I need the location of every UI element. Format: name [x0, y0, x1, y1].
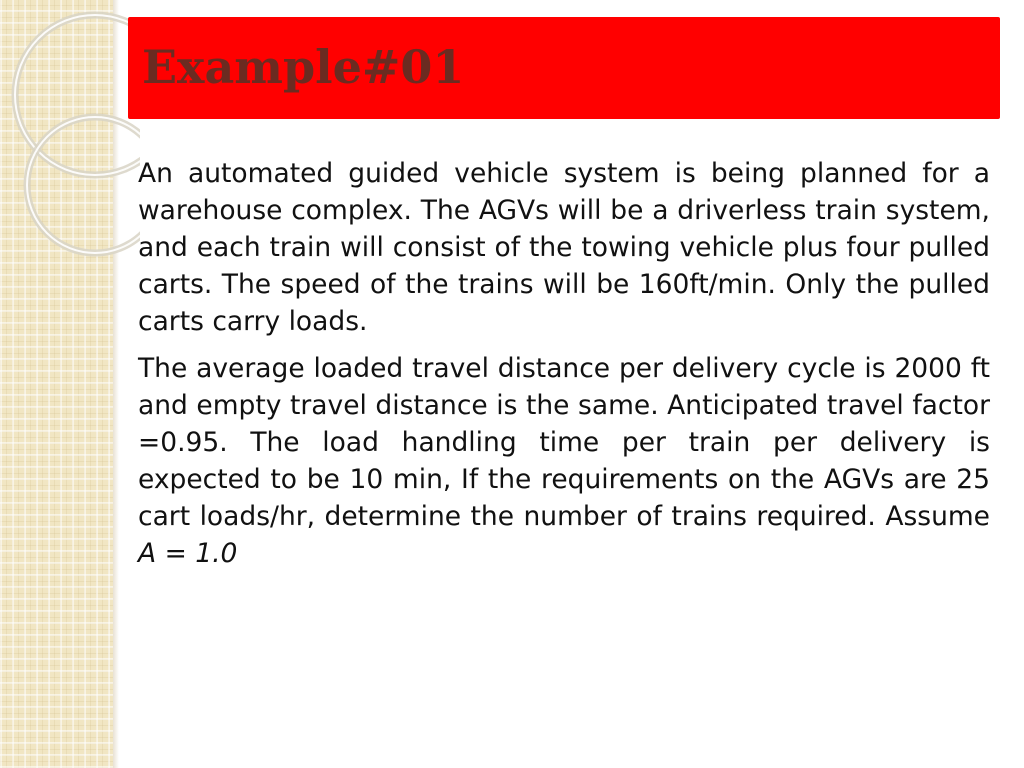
variable-a-value: 1.0	[195, 538, 238, 569]
equals-sign: =	[156, 538, 196, 569]
paragraph-1: An automated guided vehicle system is being planned for a warehouse complex. The AGVs will be a driverless train system, and each train will consist of the towing vehicle plus four pulled carts. The speed of the trains will be 160ft/min. Only the pulled carts carry loads.	[138, 158, 990, 337]
paragraph-2	[138, 350, 990, 572]
paragraph-2-text: The average loaded travel distance per delivery cycle is 2000 ft and empty travel distance is the same. Anticipated travel factor =0.95. The load handling time per train per delivery is expected to be 10 min, If the requirements on the AGVs are 25 cart loads/hr, determine the number of trains required. Assume	[138, 353, 990, 532]
side-pattern-strip	[0, 0, 113, 768]
slide-body	[138, 155, 990, 572]
variable-a: A	[138, 538, 157, 569]
strip-edge	[113, 0, 119, 768]
title-bar	[128, 17, 1000, 119]
slide-title: Example#01	[142, 40, 465, 94]
